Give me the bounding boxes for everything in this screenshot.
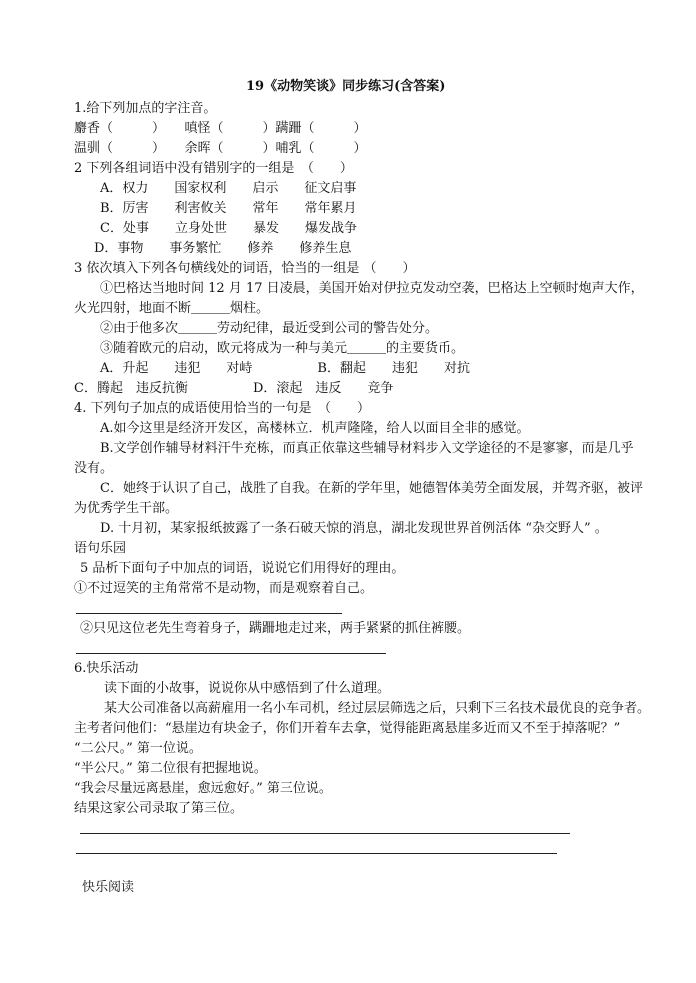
q6-story-para: 某大公司准备以高薪雇用一名小车司机，经过层层筛选之后，只剩下三名技术最优良的竞争者。 [104, 701, 651, 716]
q6-answer-line-1[interactable] [80, 833, 570, 834]
q4-option-c-cont: 为优秀学生干部。 [74, 501, 179, 516]
q3-options-ab: A．升起 违犯 对峙 B．翻起 违犯 对抗 [100, 361, 470, 376]
q6-result: 结果这家公司录取了第三位。 [74, 801, 244, 816]
q2-stem: 2 下列各组词语中没有错别字的一组是 （ ） [74, 161, 353, 176]
q2-option-c: C．处事 立身处世 暴发 爆发战争 [100, 221, 357, 236]
q5-answer-line-2[interactable] [76, 653, 386, 654]
q5-answer-line-1[interactable] [76, 613, 342, 614]
section-heading-reading: 快乐阅读 [82, 880, 135, 895]
q3-sentence-2: ②由于他多次＿＿＿劳动纪律，最近受到公司的警告处分。 [100, 321, 439, 336]
q3-sentence-1: ①巴格达当地时间 12 月 17 日凌晨，美国开始对伊拉克发动空袭，巴格达上空顿时炮声大作， [100, 281, 644, 296]
q4-option-b-cont: 没有。 [74, 461, 114, 476]
q5-stem: 5 品析下面句子中加点的词语，说说它们用得好的理由。 [80, 561, 405, 576]
q3-sentence-3: ③随着欧元的启动，欧元将成为一种与美元＿＿＿的主要货币。 [100, 341, 465, 356]
q4-option-d: D. 十月初，某家报纸披露了一条石破天惊的消息，湖北发现世界首例活体 “杂交野人” 。 [100, 521, 608, 536]
q3-options-cd: C．腾起 违反抗衡 D．滚起 违反 竞争 [74, 381, 394, 396]
q6-intro: 读下面的小故事，说说你从中感悟到了什么道理。 [104, 681, 391, 696]
q2-option-a: A．权力 国家权利 启示 征文启事 [100, 181, 357, 196]
q1-stem: 1.给下列加点的字注音。 [74, 101, 217, 116]
q2-option-b: B．厉害 利害攸关 常年 常年累月 [100, 201, 357, 216]
page-title: 19《动物笑谈》同步练习(含答案) [246, 79, 446, 94]
q6-answer-1: “二公尺。” 第一位说。 [74, 741, 202, 756]
q6-answer-3: “我会尽量远离悬崖，愈远愈好。” 第三位说。 [74, 781, 332, 796]
q5-sentence-1: ①不过逗笑的主角常常不是动物，而是观察着自己。 [74, 581, 374, 596]
q4-stem: 4. 下列句子加点的成语使用恰当的一句是 （ ） [74, 401, 371, 416]
q4-option-c: C．她终于认识了自己，战胜了自我。在新的学年里，她德智体美劳全面发展，并驾齐驱，被评 [100, 481, 643, 496]
q6-heading: 6.快乐活动 [74, 661, 139, 676]
q6-answer-2: “半公尺。” 第二位很有把握地说。 [74, 761, 267, 776]
q3-sentence-1-cont: 火光四射，地面不断＿＿＿烟柱。 [74, 301, 270, 316]
section-heading-garden: 语句乐园 [74, 541, 127, 556]
q1-row2: 温驯（ ） 余晖（ ）哺乳（ ） [74, 141, 367, 156]
q5-sentence-2: ②只见这位老先生弯着身子，蹒跚地走过来，两手紧紧的抓住裤腰。 [80, 621, 471, 636]
q6-story-question: 主考者问他们：“悬崖边有块金子，你们开着车去拿，觉得能距离悬崖多近而又不至于掉落呢？” [74, 721, 621, 736]
q6-answer-line-2[interactable] [76, 853, 557, 854]
q4-option-a: A.如今这里是经济开发区，高楼林立．机声隆隆，给人以面目全非的感觉。 [100, 421, 530, 436]
q2-option-d: D．事物 事务繁忙 修养 修养生息 [94, 241, 352, 256]
q3-stem: 3 依次填入下列各句横线处的词语，恰当的一组是 （ ） [74, 261, 416, 276]
q4-option-b: B.文学创作辅导材料汗牛充栋，而真正依靠这些辅导材料步入文学途径的不是寥寥，而是几乎 [100, 441, 634, 456]
q1-row1: 麝香（ ） 嗔怪（ ）蹒跚（ ） [74, 121, 367, 136]
